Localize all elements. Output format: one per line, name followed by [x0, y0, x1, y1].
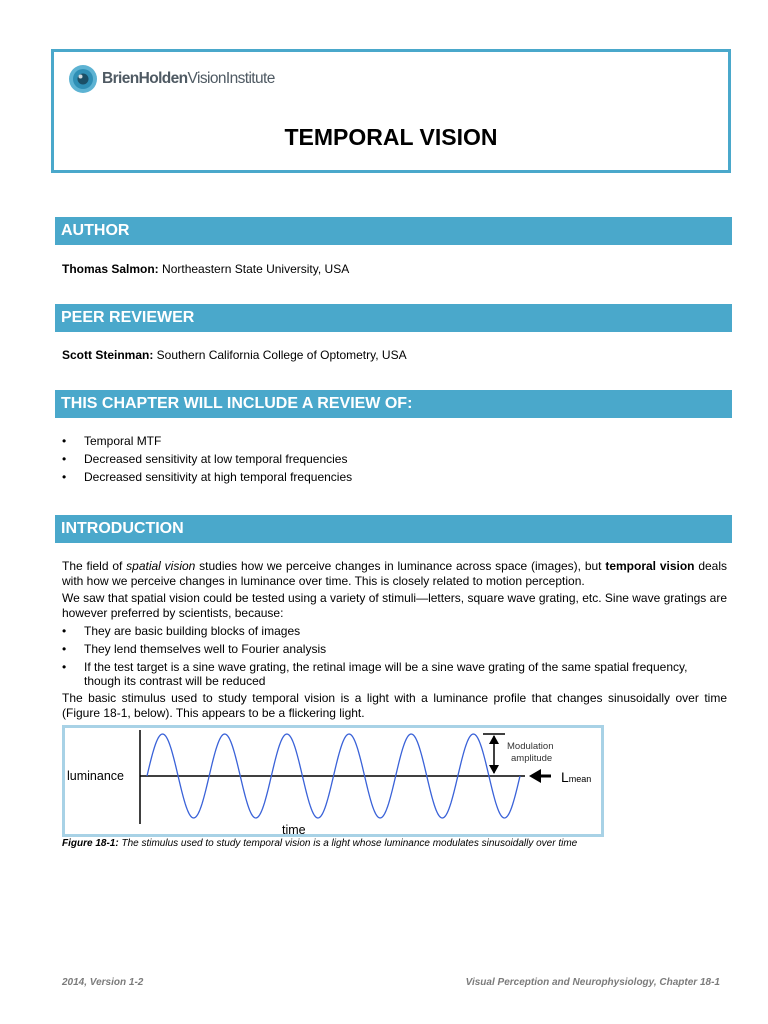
x-axis-label: time: [282, 823, 306, 834]
intro-paragraph-3: The basic stimulus used to study temporal vision is a light with a luminance profile that changes sinusoidally over time (Figure 18-1, below). This appears to be a flickering light.: [62, 691, 727, 720]
section-heading-author: AUTHOR: [55, 217, 732, 245]
list-item: • Temporal MTF: [62, 434, 727, 449]
figure-caption: [62, 838, 577, 849]
y-axis-label: luminance: [67, 769, 124, 783]
reviewer-affiliation: Southern California College of Optometry, USA: [153, 348, 407, 362]
caption-label: Figure 18-1:: [62, 838, 119, 849]
lmean-arrowhead: [529, 769, 541, 783]
list-item: • Decreased sensitivity at high temporal frequencies: [62, 470, 727, 485]
section-heading-chapter-review: THIS CHAPTER WILL INCLUDE A REVIEW OF:: [55, 390, 732, 418]
term-spatial-vision: spatial vision: [126, 559, 196, 573]
lmean-arrow-shaft: [541, 775, 551, 778]
list-item: • They are basic building blocks of images: [62, 624, 727, 639]
review-list: [62, 434, 727, 485]
header-box: [51, 49, 731, 173]
list-item: • Decreased sensitivity at low temporal frequencies: [62, 452, 727, 467]
figure-18-1: [62, 725, 604, 837]
footer-chapter: Visual Perception and Neurophysiology, Chapter 18-1: [465, 977, 720, 988]
list-item: • They lend themselves well to Fourier analysis: [62, 642, 727, 657]
amplitude-arrowhead-down: [489, 765, 499, 774]
term-temporal-vision: temporal vision: [605, 559, 695, 573]
document-title: TEMPORAL VISION: [284, 124, 498, 150]
amplitude-arrowhead-up: [489, 735, 499, 744]
author-name: Thomas Salmon:: [62, 262, 159, 276]
author-affiliation: Northeastern State University, USA: [158, 262, 350, 276]
section-heading-peer-reviewer: PEER REVIEWER: [55, 304, 732, 332]
caption-text: The stimulus used to study temporal vision is a light whose luminance modulates sinusoidally over time: [118, 838, 578, 849]
lmean-label: Lmean: [561, 769, 592, 785]
list-item: • If the test target is a sine wave grating, the retinal image will be a sine wave grating of the same spatial frequency, though its contrast will be reduced: [62, 660, 727, 688]
amplitude-label: amplitude: [511, 753, 553, 764]
intro-paragraph-2: We saw that spatial vision could be tested using a variety of stimuli—letters, square wave grating, etc. Sine wave gratings are however preferred by scientists, because:: [62, 591, 727, 620]
intro-paragraph-1: The field of spatial vision studies how we perceive changes in luminance across space (images), but temporal vision deals with how we perceive changes in luminance over time. This is closely related to motion perception.: [62, 559, 728, 588]
reviewer-line: [62, 347, 407, 363]
sine-wave-diagram: [65, 728, 601, 834]
logo-wordmark: BrienHoldenVisionInstitute: [102, 70, 275, 87]
section-heading-introduction: INTRODUCTION: [55, 515, 732, 543]
eye-logo-icon: [68, 64, 98, 94]
logo: [68, 64, 275, 94]
reviewer-name: Scott Steinman:: [62, 348, 154, 362]
modulation-label: Modulation: [507, 741, 554, 752]
intro-list: [62, 624, 727, 688]
author-line: [62, 261, 349, 277]
footer-version: 2014, Version 1-2: [62, 977, 144, 988]
